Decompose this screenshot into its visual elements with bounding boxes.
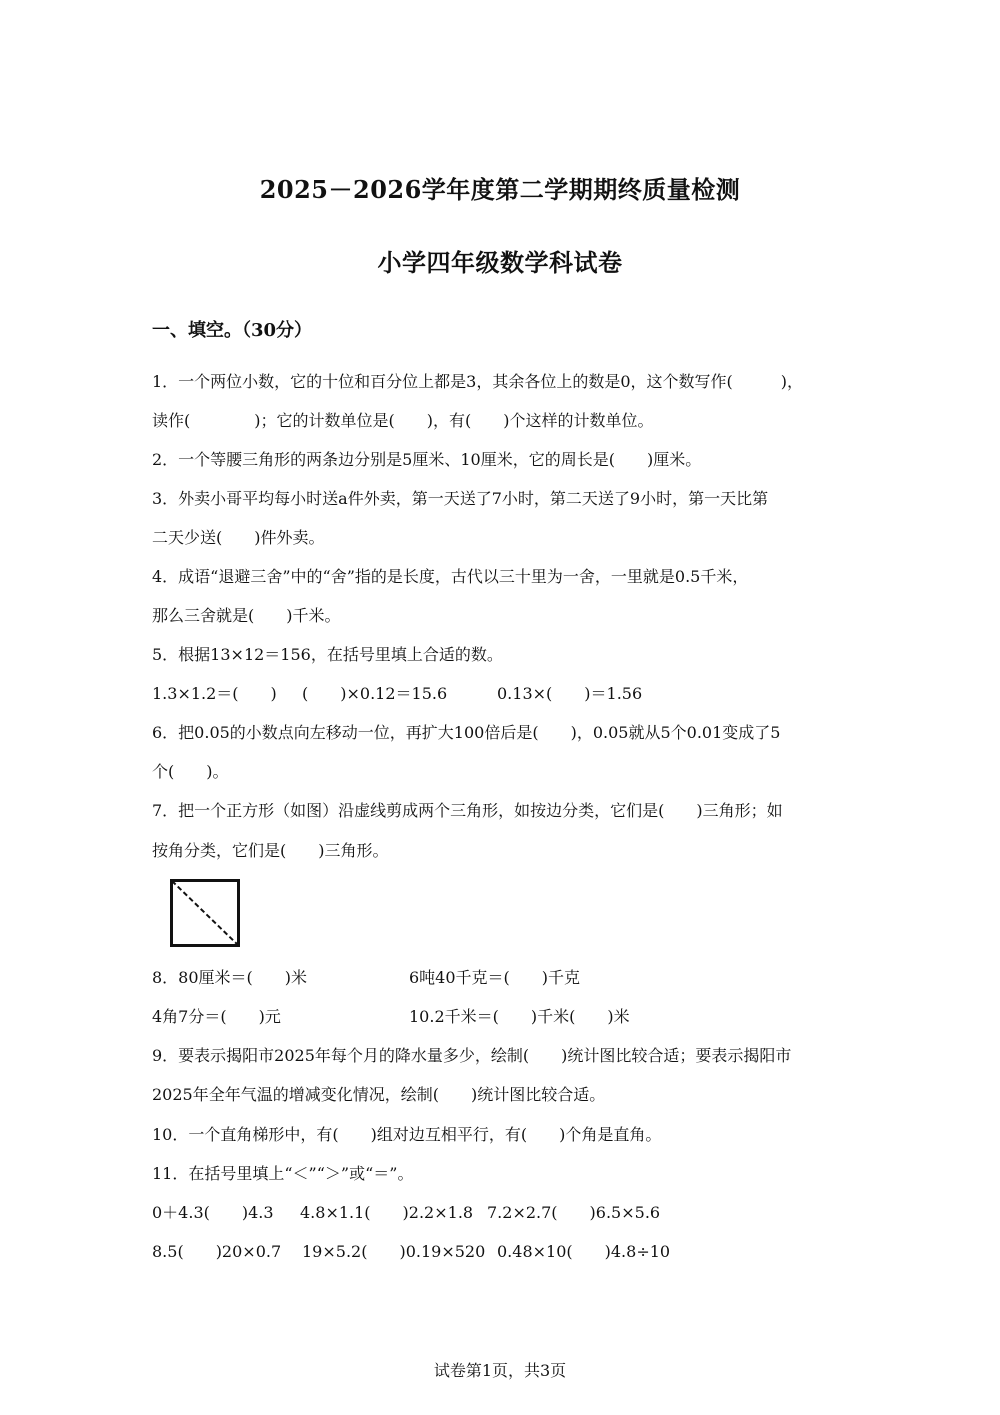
section-heading: 一、填空。（30分） (152, 320, 313, 341)
question-6-line-2: 个( )。 (152, 762, 229, 781)
question-2: 2．一个等腰三角形的两条边分别是5厘米、10厘米，它的周长是( )厘米。 (152, 450, 702, 469)
question-8-item-d: 10.2千米＝( )千米( )米 (409, 1007, 630, 1026)
question-4-line-1: 4．成语“退避三舍”中的“舍”指的是长度，古代以三十里为一舍，一里就是0.5千米， (152, 567, 749, 586)
question-4-line-2: 那么三舍就是( )千米。 (152, 606, 341, 625)
question-9-line-1: 9．要表示揭阳市2025年每个月的降水量多少，绘制( )统计图比较合适；要表示揭阳市 (152, 1046, 792, 1065)
question-11-item-b: 4.8×1.1( )2.2×1.8 (300, 1203, 474, 1222)
question-11-item-e: 19×5.2( )0.19×520 (302, 1242, 486, 1261)
square-outline (172, 881, 239, 946)
question-11-item-d: 8.5( )20×0.7 (152, 1242, 282, 1261)
question-1-line-1: 1．一个两位小数，它的十位和百分位上都是3，其余各位上的数是0，这个数写作( )， (152, 372, 804, 391)
exam-title: 2025－2026学年度第二学期期终质量检测 (259, 175, 741, 204)
question-3-line-2: 二天少送( )件外卖。 (152, 528, 325, 547)
question-10: 10．一个直角梯形中，有( )组对边互相平行，有( )个角是直角。 (152, 1125, 662, 1144)
question-5: 5．根据13×12＝156，在括号里填上合适的数。 (152, 645, 503, 664)
question-8-item-c: 4角7分＝( )元 (152, 1007, 281, 1026)
square-diagonal-figure (170, 879, 240, 947)
question-11-item-c: 7.2×2.7( )6.5×5.6 (487, 1203, 661, 1222)
dashed-diagonal (172, 881, 238, 945)
question-8-item-b: 6吨40千克＝( )千克 (409, 968, 581, 987)
question-5-item-c: 0.13×( )＝1.56 (497, 684, 643, 703)
exam-subtitle: 小学四年级数学科试卷 (377, 248, 623, 277)
question-9-line-2: 2025年全年气温的增减变化情况，绘制( )统计图比较合适。 (152, 1085, 606, 1104)
question-11-item-f: 0.48×10( )4.8÷10 (497, 1242, 671, 1261)
page-footer: 试卷第1页，共3页 (433, 1361, 567, 1380)
question-1-line-2: 读作( )；它的计数单位是( )，有( )个这样的计数单位。 (152, 411, 654, 430)
question-5-item-a: 1.3×1.2＝( ) (152, 684, 277, 703)
question-3-line-1: 3．外卖小哥平均每小时送a件外卖，第一天送了7小时，第二天送了9小时，第一天比第 (152, 489, 769, 508)
question-11: 11．在括号里填上“＜”“＞”或“＝”。 (152, 1164, 414, 1183)
question-8-item-a: 8．80厘米＝( )米 (152, 968, 308, 987)
question-5-item-b: ( )×0.12＝15.6 (302, 684, 448, 703)
question-7-line-1: 7．把一个正方形（如图）沿虚线剪成两个三角形，如按边分类，它们是( )三角形；如 (152, 801, 783, 820)
question-11-item-a: 0＋4.3( )4.3 (152, 1203, 274, 1222)
question-7-line-2: 按角分类，它们是( )三角形。 (152, 841, 389, 860)
question-6-line-1: 6．把0.05的小数点向左移动一位，再扩大100倍后是( )，0.05就从5个0.01变成了5 (152, 723, 781, 742)
